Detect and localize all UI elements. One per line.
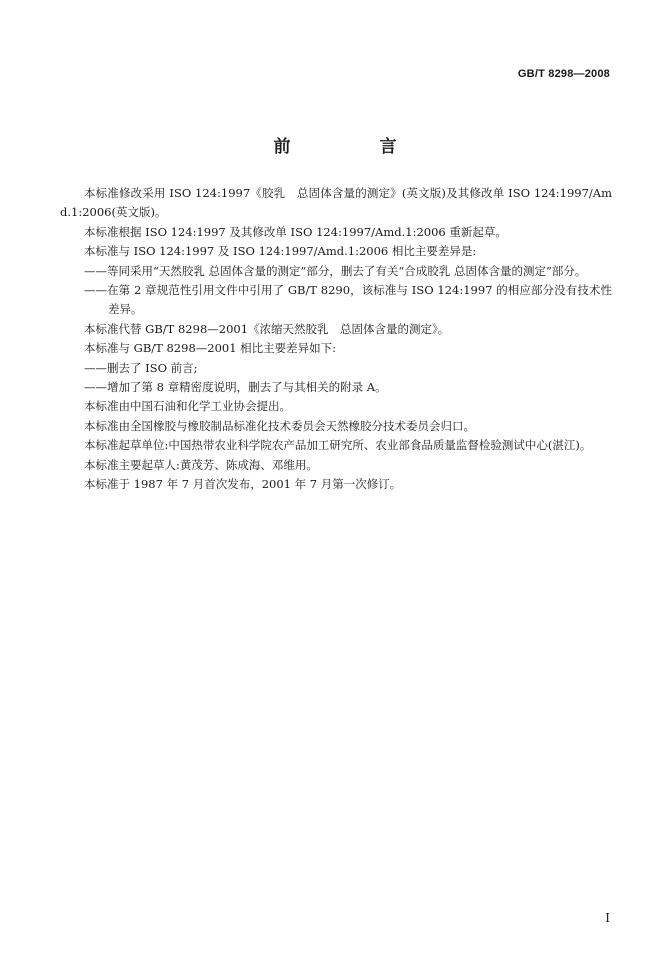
paragraph-proposed-by: 本标准由中国石油和化学工业协会提出。 xyxy=(84,399,291,414)
standard-code: GB/T 8298—2008 xyxy=(517,68,610,80)
paragraph-drafting-units: 本标准起草单位:中国热带农业科学院农产品加工研究所、农业部食品质量监督检验测试中心(湛江)。 xyxy=(84,438,592,453)
page-title: 前 言 xyxy=(273,137,433,157)
paragraph-differences-intro: 本标准与 ISO 124:1997 及 ISO 124:1997/Amd.1:2006 相比主要差异是: xyxy=(84,244,477,259)
difference-item-1: ——等同采用“天然胶乳 总固体含量的测定”部分，删去了有关“合成胶乳 总固体含量的测定”部分。 xyxy=(84,263,587,278)
page-number: I xyxy=(605,911,610,925)
paragraph-history: 本标准于 1987 年 7 月首次发布，2001 年 7 月第一次修订。 xyxy=(84,477,402,492)
paragraph-changes-intro: 本标准与 GB/T 8298—2001 相比主要差异如下: xyxy=(84,341,337,356)
paragraph-drafters: 本标准主要起草人:黄茂芳、陈成海、邓维用。 xyxy=(84,457,318,472)
difference-item-2: ——在第 2 章规范性引用文件中引用了 GB/T 8290，该标准与 ISO 124:1997 的相应部分没有技术性差异。 xyxy=(84,283,612,317)
change-item-1: ——删去了 ISO 前言; xyxy=(84,360,198,375)
paragraph-drafting-basis: 本标准根据 ISO 124:1997 及其修改单 ISO 124:1997/Amd.1:2006 重新起草。 xyxy=(84,224,507,239)
paragraph-replaces: 本标准代替 GB/T 8298—2001《浓缩天然胶乳 总固体含量的测定》。 xyxy=(84,321,450,336)
paragraph-under-jurisdiction: 本标准由全国橡胶与橡胶制品标准化技术委员会天然橡胶分技术委员会归口。 xyxy=(84,418,475,433)
paragraph-adoption: 本标准修改采用 ISO 124:1997《胶乳 总固体含量的测定》(英文版)及其修改单 ISO 124:1997/Amd.1:2006(英文版)。 xyxy=(60,186,612,220)
change-item-2: ——增加了第 8 章精密度说明，删去了与其相关的附录 A。 xyxy=(84,380,387,395)
foreword-body xyxy=(60,184,612,495)
